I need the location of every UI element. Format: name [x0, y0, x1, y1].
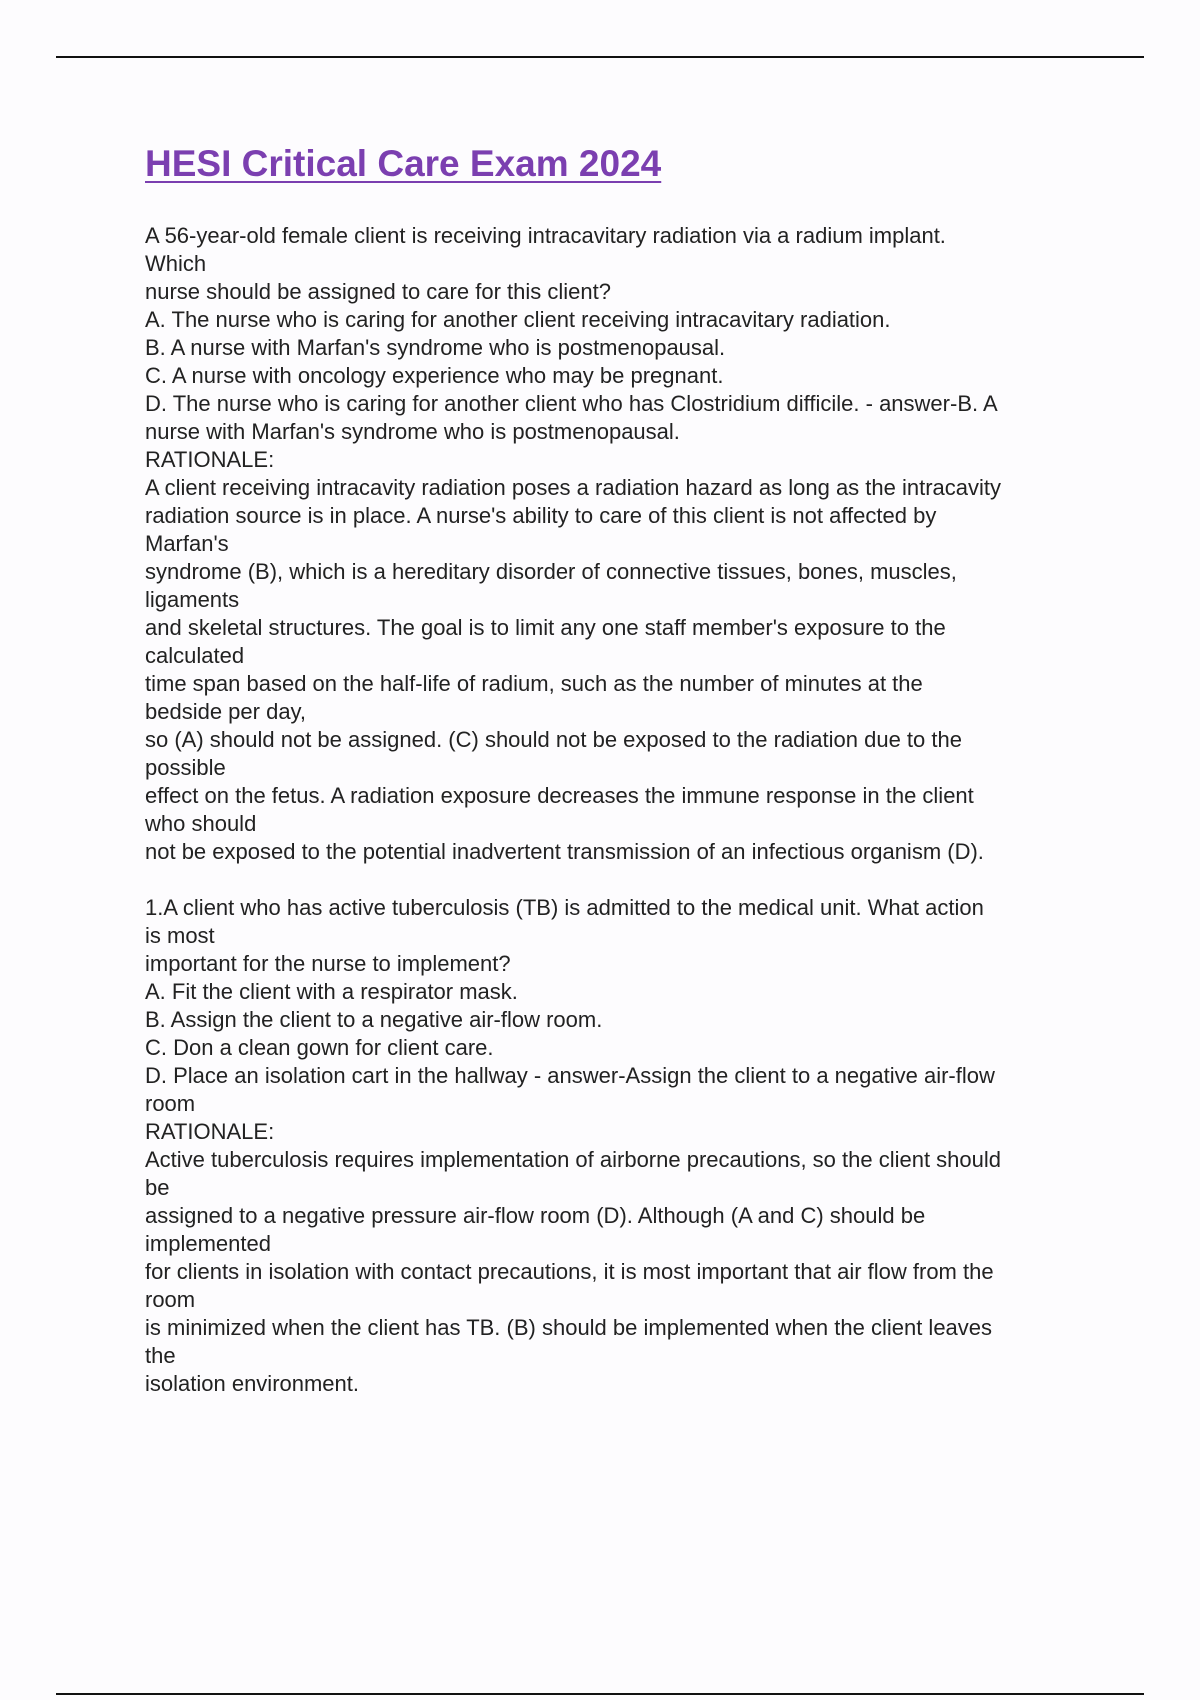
text-line: the: [145, 1343, 176, 1368]
text-line: A 56-year-old female client is receiving intracavitary radiation via a radium implant.: [145, 223, 946, 248]
text-line: so (A) should not be assigned. (C) should not be exposed to the radiation due to the: [145, 727, 962, 752]
text-line: be: [145, 1175, 170, 1200]
text-line: is minimized when the client has TB. (B) should be implemented when the client leaves: [145, 1315, 993, 1340]
question-block-2: [145, 894, 1105, 1398]
answer-option-c: C. A nurse with oncology experience who may be pregnant.: [145, 363, 724, 388]
question-block-1: [145, 222, 1105, 866]
rationale-heading: RATIONALE:: [145, 1119, 275, 1144]
text-line: A client receiving intracavity radiation poses a radiation hazard as long as the intracavity: [145, 475, 1002, 500]
answer-option-a: A. Fit the client with a respirator mask.: [145, 979, 518, 1004]
document-content: [145, 140, 1105, 1398]
answer-option-c: C. Don a clean gown for client care.: [145, 1035, 494, 1060]
answer-option-d: D. Place an isolation cart in the hallway - answer-Assign the client to a negative air-flow: [145, 1063, 995, 1088]
text-line: ligaments: [145, 587, 240, 612]
text-line: room: [145, 1091, 196, 1116]
text-line: 1.A client who has active tuberculosis (TB) is admitted to the medical unit. What action: [145, 895, 984, 920]
text-line: isolation environment.: [145, 1371, 360, 1396]
text-line: radiation source is in place. A nurse's ability to care of this client is not affected by: [145, 503, 937, 528]
text-line: is most: [145, 923, 215, 948]
text-line: important for the nurse to implement?: [145, 951, 511, 976]
text-line: nurse with Marfan's syndrome who is postmenopausal.: [145, 419, 680, 444]
text-line: assigned to a negative pressure air-flow room (D). Although (A and C) should be: [145, 1203, 926, 1228]
answer-option-a: A. The nurse who is caring for another client receiving intracavitary radiation.: [145, 307, 891, 332]
text-line: nurse should be assigned to care for this client?: [145, 279, 611, 304]
top-rule: [56, 56, 1144, 58]
text-line: Active tuberculosis requires implementation of airborne precautions, so the client should: [145, 1147, 1002, 1172]
bottom-rule: [56, 1693, 1144, 1695]
text-line: room: [145, 1287, 196, 1312]
text-line: implemented: [145, 1231, 271, 1256]
text-line: Marfan's: [145, 531, 229, 556]
text-line: bedside per day,: [145, 699, 307, 724]
text-line: time span based on the half-life of radium, such as the number of minutes at the: [145, 671, 923, 696]
text-line: calculated: [145, 643, 245, 668]
text-line: possible: [145, 755, 226, 780]
text-line: and skeletal structures. The goal is to limit any one staff member's exposure to the: [145, 615, 946, 640]
rationale-heading: RATIONALE:: [145, 447, 275, 472]
answer-option-b: B. A nurse with Marfan's syndrome who is postmenopausal.: [145, 335, 726, 360]
answer-option-b: B. Assign the client to a negative air-flow room.: [145, 1007, 603, 1032]
paragraph-gap: [145, 866, 1105, 894]
text-line: who should: [145, 811, 257, 836]
answer-option-d: D. The nurse who is caring for another client who has Clostridium difficile. - answer-B. A: [145, 391, 998, 416]
document-title: HESI Critical Care Exam 2024: [145, 143, 662, 184]
text-line: syndrome (B), which is a hereditary disorder of connective tissues, bones, muscles,: [145, 559, 957, 584]
text-line: for clients in isolation with contact precautions, it is most important that air flow from the: [145, 1259, 994, 1284]
text-line: Which: [145, 251, 207, 276]
text-line: not be exposed to the potential inadvertent transmission of an infectious organism (D).: [145, 839, 984, 864]
text-line: effect on the fetus. A radiation exposure decreases the immune response in the client: [145, 783, 974, 808]
